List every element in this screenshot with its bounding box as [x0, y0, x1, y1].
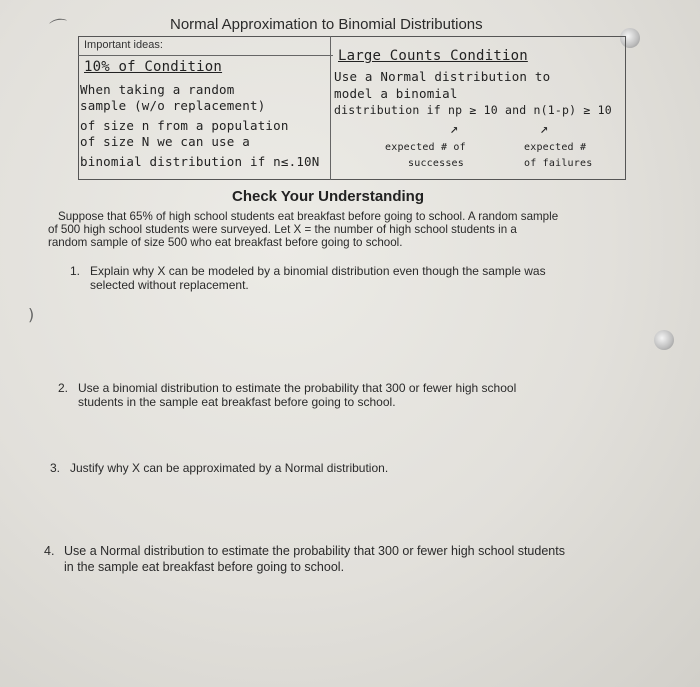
question-1-line-2: selected without replacement.	[90, 278, 249, 292]
question-3-number: 3.	[50, 461, 61, 475]
question-1-line-1: Explain why X can be modeled by a binomial distribution even though the sample was	[90, 264, 546, 278]
question-3	[50, 461, 388, 475]
intro-line-3: random sample of size 500 who eat breakfast before going to school.	[48, 236, 403, 249]
note-failures-1: expected #	[524, 142, 587, 153]
question-2-line-2: students in the sample eat breakfast before going to school.	[78, 395, 396, 409]
binder-hole-middle	[654, 330, 674, 350]
note-failures-2: of failures	[524, 158, 593, 169]
important-ideas-label: Important ideas:	[84, 39, 163, 51]
ten-percent-line-1: When taking a random	[80, 82, 235, 97]
question-1	[70, 264, 546, 278]
question-4	[44, 544, 565, 558]
ideas-label-rule	[78, 55, 333, 56]
note-successes-2: successes	[408, 158, 464, 169]
question-4-line-1: Use a Normal distribution to estimate the probability that 300 or fewer high school students	[64, 544, 565, 558]
ten-percent-line-4: of size N we can use a	[80, 134, 250, 149]
intro-line-2: of 500 high school students were surveyed. Let X = the number of high school students in a	[48, 223, 517, 236]
arrow-successes: ↗	[450, 121, 459, 137]
question-4-line-2: in the sample eat breakfast before going to school.	[64, 560, 345, 574]
question-3-line-1: Justify why X can be approximated by a Normal distribution.	[70, 461, 389, 475]
check-heading: Check Your Understanding	[232, 188, 424, 205]
ten-percent-heading: 10% of Condition	[84, 59, 223, 75]
large-counts-line-3: distribution if np ≥ 10 and n(1-p) ≥ 10	[334, 103, 612, 117]
arrow-failures: ↗	[540, 121, 549, 137]
ten-percent-line-2: sample (w/o replacement)	[80, 98, 266, 113]
large-counts-heading: Large Counts Condition	[338, 48, 528, 64]
question-2-number: 2.	[58, 381, 69, 395]
question-1-number: 1.	[70, 264, 81, 278]
question-2	[58, 381, 516, 395]
question-4-number: 4.	[44, 544, 55, 558]
intro-line-1: Suppose that 65% of high school students eat breakfast before going to school. A random sample	[58, 210, 559, 223]
page-title: Normal Approximation to Binomial Distributions	[170, 16, 483, 33]
ideas-column-divider	[330, 36, 331, 180]
margin-bracket-mark: )	[28, 305, 35, 324]
ten-percent-line-5: binomial distribution if n≤.10N	[80, 154, 320, 169]
question-2-line-1: Use a binomial distribution to estimate the probability that 300 or fewer high school	[78, 381, 517, 395]
large-counts-line-1: Use a Normal distribution to	[334, 69, 551, 84]
margin-pencil-mark: ⌒	[48, 16, 70, 41]
note-successes-1: expected # of	[385, 142, 466, 153]
large-counts-line-2: model a binomial	[334, 86, 458, 101]
ten-percent-line-3: of size n from a population	[80, 118, 289, 133]
